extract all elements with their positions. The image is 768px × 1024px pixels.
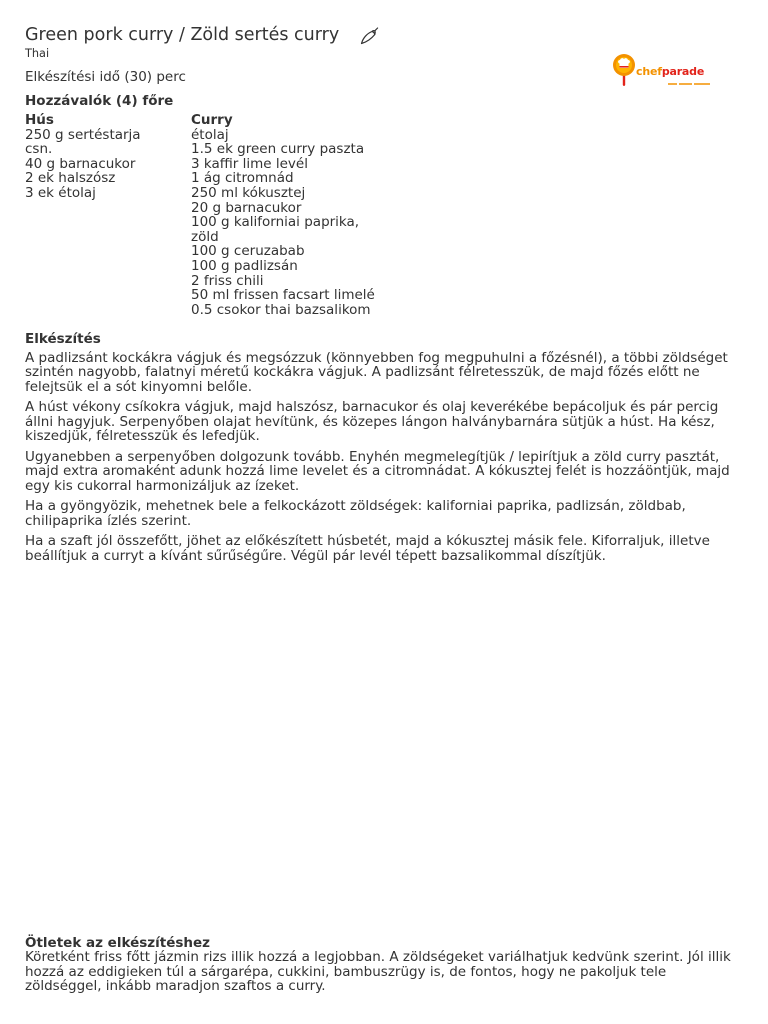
method-paragraph: Ha a szaft jól összefőtt, jöhet az előkészített húsbetét, majd a kókusztej másik fele. Kiforraljuk, illetve beállítjuk a curryt a kívánt sűrűségűre. Végül pár levél tépett bazsalikommal díszítjük. bbox=[25, 533, 710, 564]
ingredient-item: 20 g barnacukor bbox=[191, 199, 302, 216]
logo-hat-band bbox=[620, 66, 629, 68]
ingredient-item: étolaj bbox=[191, 126, 229, 143]
chef-hat-logo-icon bbox=[612, 53, 636, 87]
ingredient-item: 2 friss chili bbox=[191, 272, 264, 289]
method-paragraph: Ha a gyöngyözik, mehetnek bele a felkockázott zöldségek: kaliforniai paprika, padlizsán, zöldbab, chilipaprika ízlés szerint. bbox=[25, 498, 686, 529]
ingredient-item: 100 g kaliforniai paprika, zöld bbox=[191, 214, 360, 245]
chili-pepper-icon bbox=[359, 26, 379, 46]
ingredient-item: 3 ek étolaj bbox=[25, 184, 96, 201]
ingredient-list bbox=[191, 128, 383, 318]
ingredient-item: 3 kaffir lime levél bbox=[191, 155, 308, 172]
tips-text: Köretként friss főtt jázmin rizs illik hozzá a legjobban. A zöldségeket variálhatjuk kedvünk szerint. Jól illik hozzá az eddigieken túl a sárgarépa, cukkini, bambuszrügy is, de fontos, hogy ne pakoljuk tele zöldséggel, inkább maradjon szaftos a curry. bbox=[25, 949, 731, 995]
method-heading: Elkészítés bbox=[25, 331, 101, 347]
ingredient-item: 2 ek halszósz bbox=[25, 170, 116, 187]
ingredient-list bbox=[25, 128, 157, 201]
logo-wordmark-parade: parade bbox=[661, 65, 705, 78]
tips-heading: Ötletek az elkészítéshez bbox=[25, 934, 211, 951]
tips-section bbox=[25, 936, 743, 994]
ingredient-group-title: Hús bbox=[25, 112, 54, 128]
ingredient-item: 250 g sertéstarja csn. bbox=[25, 126, 141, 158]
ingredient-group-meat bbox=[25, 113, 157, 201]
chili-pepper-icon-graphic bbox=[359, 26, 379, 46]
logo-tagline bbox=[668, 82, 710, 86]
ingredient-item: 40 g barnacukor bbox=[25, 155, 136, 172]
chili-stem bbox=[375, 28, 378, 31]
chefparade-logo bbox=[612, 53, 716, 93]
method-paragraph: Ugyanebben a serpenyőben dolgozunk tovább. Enyhén megmelegítjük / lepirítjuk a zöld curry pasztát, majd extra aromaként adunk hozzá lime levelet és a citromnádat. A kókusztej felét is hozzáöntjük, majd egy kis cukorral harmonizáljuk az ízeket. bbox=[25, 448, 730, 494]
method-paragraph: A padlizsánt kockákra vágjuk és megsózzuk (könnyebben fog megpuhulni a főzésnél), a többi zöldséget szintén nagyobb, falatnyi méretű kockákra vágjuk. A padlizsánt félretesszük, de majd főzés előtt ne felejtsük el a sót kinyomni belőle. bbox=[25, 349, 728, 395]
recipe-title: Green pork curry / Zöld sertés curry bbox=[25, 25, 340, 45]
ingredient-item: 50 ml frissen facsart limelé bbox=[191, 287, 375, 304]
method-section bbox=[25, 332, 743, 569]
logo-wordmark bbox=[636, 65, 704, 79]
ingredient-item: 250 ml kókusztej bbox=[191, 184, 306, 201]
ingredient-group-title: Curry bbox=[191, 112, 233, 128]
ingredient-group-curry bbox=[191, 113, 383, 317]
ingredient-item: 1.5 ek green curry paszta bbox=[191, 141, 365, 158]
ingredient-item: 1 ág citromnád bbox=[191, 170, 294, 187]
ingredients-heading: Hozzávalók (4) főre bbox=[25, 93, 174, 109]
chili-body bbox=[362, 32, 375, 44]
logo-wordmark-chef: chef bbox=[636, 65, 662, 78]
ingredient-item: 100 g padlizsán bbox=[191, 257, 298, 274]
method-paragraph: A húst vékony csíkokra vágjuk, majd halszósz, barnacukor és olaj keverékébe bepácoljuk és pár percig állni hagyjuk. Serpenyőben olajat hevítünk, és közepes lángon halványbarnára sütjük a húst. Ha kész, kiszedjük, félretesszük és lefedjük. bbox=[25, 399, 719, 445]
ingredient-item: 100 g ceruzabab bbox=[191, 243, 305, 260]
prep-time: Elkészítési idő (30) perc bbox=[25, 69, 186, 85]
ingredient-item: 0.5 csokor thai bazsalikom bbox=[191, 301, 371, 318]
cuisine-label: Thai bbox=[25, 47, 50, 60]
